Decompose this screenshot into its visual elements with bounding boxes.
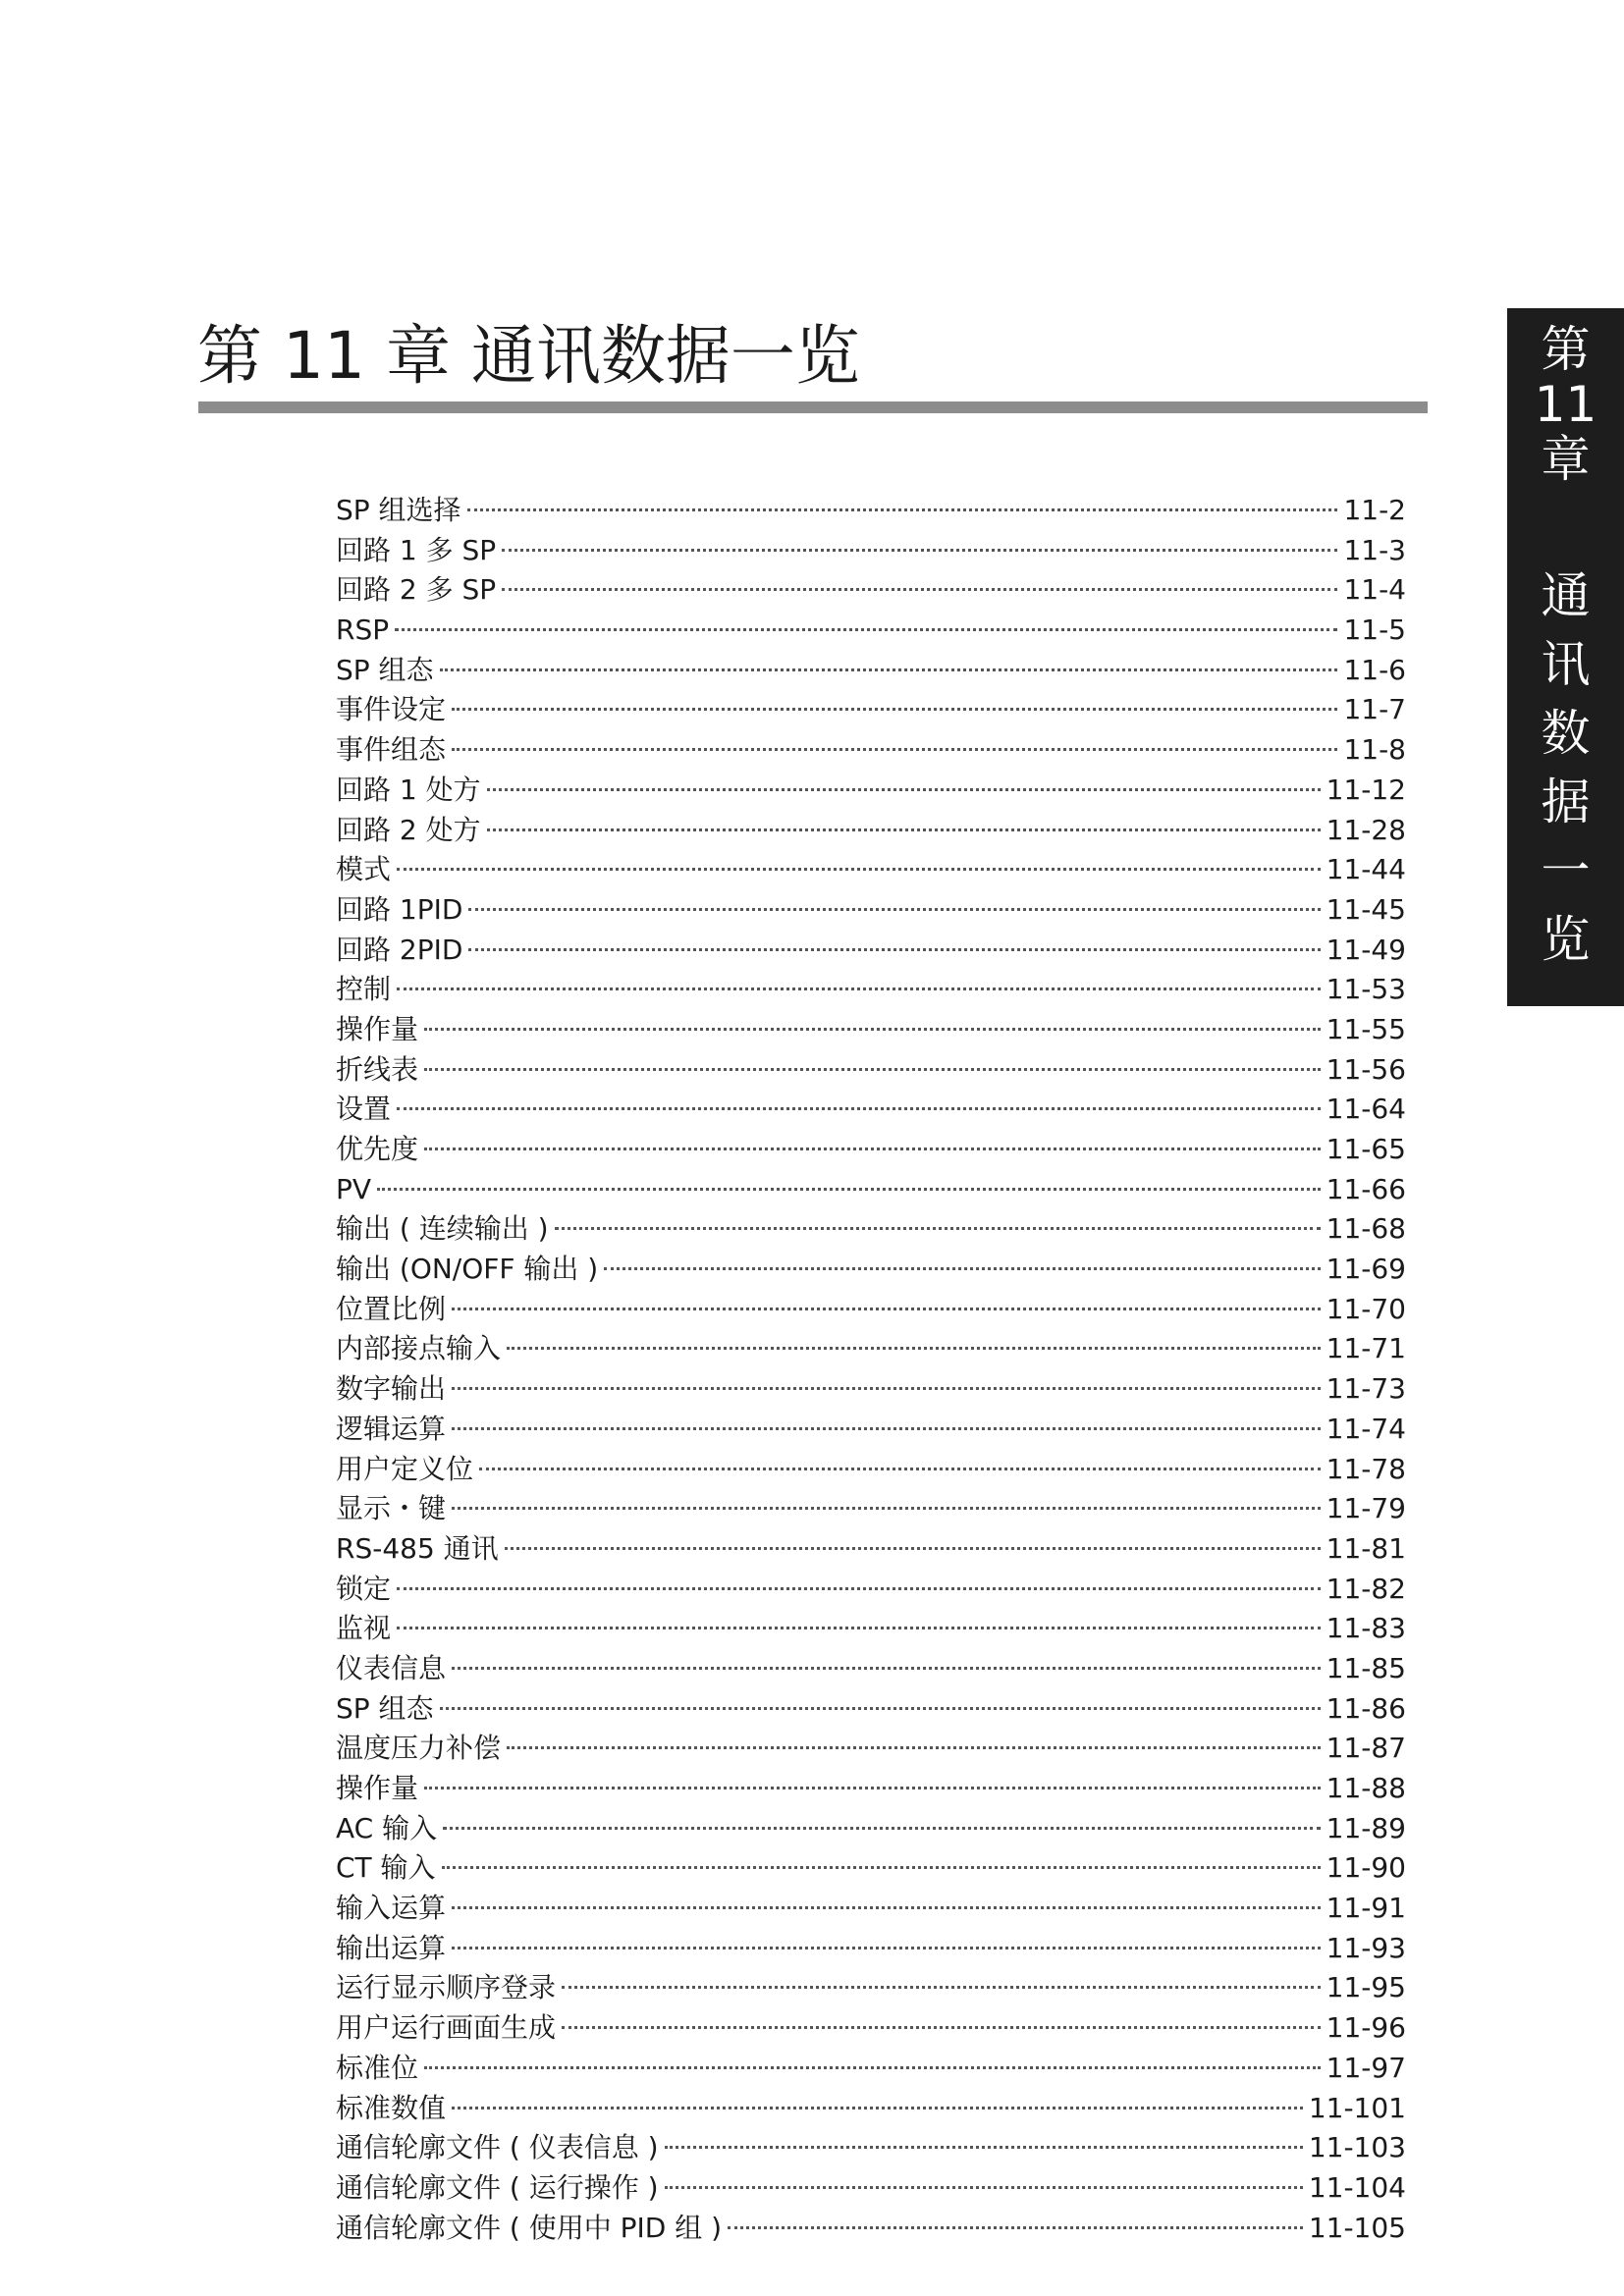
toc-entry-label: 操作量 bbox=[336, 1772, 419, 1804]
toc-dot-leader bbox=[487, 828, 1321, 831]
chapter-title: 第 11 章 通讯数据一览 bbox=[197, 318, 860, 394]
toc-entry-page-number: 11-103 bbox=[1308, 2131, 1406, 2164]
toc-entry-label: 通信轮廓文件 ( 运行操作 ) bbox=[336, 2170, 659, 2204]
side-tab-char: 第 bbox=[1541, 321, 1591, 378]
toc-entry-page-number: 11-68 bbox=[1326, 1212, 1406, 1246]
toc-entry[interactable] bbox=[336, 491, 1406, 531]
side-tab-chapter-number bbox=[1507, 322, 1624, 487]
toc-dot-leader bbox=[502, 549, 1337, 552]
toc-dot-leader bbox=[424, 1787, 1321, 1789]
toc-entry-label: AC 输入 bbox=[336, 1811, 438, 1844]
toc-entry-label: 事件组态 bbox=[336, 733, 447, 767]
toc-entry-page-number: 11-64 bbox=[1326, 1093, 1406, 1126]
side-tab-char: 览 bbox=[1541, 911, 1591, 968]
toc-entry[interactable] bbox=[336, 2168, 1406, 2209]
toc-dot-leader bbox=[479, 1468, 1321, 1470]
toc-entry-label: 输入运算 bbox=[336, 1892, 447, 1925]
toc-dot-leader bbox=[507, 1347, 1321, 1350]
toc-entry-label: 优先度 bbox=[336, 1133, 419, 1165]
side-tab-char: 章 bbox=[1541, 431, 1591, 488]
toc-entry-page-number: 11-56 bbox=[1326, 1052, 1406, 1086]
toc-entry-label: SP 组选择 bbox=[336, 494, 461, 526]
toc-entry[interactable] bbox=[336, 2089, 1406, 2129]
toc-entry-page-number: 11-97 bbox=[1326, 2051, 1406, 2084]
chapter-side-tab bbox=[1507, 308, 1624, 1006]
toc-entry-page-number: 11-91 bbox=[1326, 1892, 1406, 1925]
title-rule bbox=[198, 401, 1428, 413]
toc-entry[interactable] bbox=[336, 2049, 1406, 2089]
toc-entry-label: CT 输入 bbox=[336, 1851, 436, 1885]
toc-entry[interactable] bbox=[336, 1050, 1406, 1091]
toc-entry[interactable] bbox=[336, 1570, 1406, 1610]
toc-entry-page-number: 11-69 bbox=[1326, 1253, 1406, 1286]
toc-entry-page-number: 11-55 bbox=[1326, 1012, 1406, 1045]
table-of-contents bbox=[336, 491, 1406, 2248]
side-tab-char: 11 bbox=[1534, 376, 1597, 433]
toc-entry-page-number: 11-74 bbox=[1326, 1412, 1406, 1445]
toc-entry-label: 运行显示顺序登录 bbox=[336, 1971, 557, 2004]
toc-dot-leader bbox=[440, 1707, 1321, 1710]
toc-entry-label: 模式 bbox=[336, 853, 392, 886]
toc-entry-label: 锁定 bbox=[336, 1572, 392, 1605]
toc-entry[interactable] bbox=[336, 1609, 1406, 1649]
toc-dot-leader bbox=[452, 748, 1337, 751]
toc-entry-label: 折线表 bbox=[336, 1052, 419, 1086]
toc-entry[interactable] bbox=[336, 1329, 1406, 1369]
toc-entry[interactable] bbox=[336, 1369, 1406, 1410]
side-tab-chapter-name bbox=[1507, 561, 1624, 974]
toc-entry-page-number: 11-44 bbox=[1326, 853, 1406, 886]
toc-entry[interactable] bbox=[336, 1809, 1406, 1849]
toc-entry-label: PV bbox=[336, 1172, 372, 1205]
toc-entry-page-number: 11-105 bbox=[1308, 2211, 1406, 2244]
toc-entry-label: 位置比例 bbox=[336, 1292, 447, 1325]
toc-entry-page-number: 11-12 bbox=[1326, 773, 1406, 806]
toc-entry-label: 回路 2 处方 bbox=[336, 813, 481, 846]
toc-entry[interactable] bbox=[336, 1250, 1406, 1290]
toc-entry-label: SP 组态 bbox=[336, 653, 434, 686]
toc-entry-label: 温度压力补偿 bbox=[336, 1732, 502, 1765]
toc-entry-label: 回路 2PID bbox=[336, 933, 463, 966]
toc-entry-label: 仪表信息 bbox=[336, 1651, 447, 1684]
toc-entry[interactable] bbox=[336, 730, 1406, 771]
toc-entry[interactable] bbox=[336, 651, 1406, 691]
toc-entry-page-number: 11-81 bbox=[1326, 1531, 1406, 1565]
toc-dot-leader bbox=[665, 2186, 1303, 2189]
toc-entry-page-number: 11-101 bbox=[1308, 2091, 1406, 2124]
toc-dot-leader bbox=[468, 948, 1320, 951]
toc-entry-label: 回路 1 处方 bbox=[336, 773, 481, 806]
toc-entry-page-number: 11-5 bbox=[1343, 614, 1406, 647]
toc-dot-leader bbox=[377, 1188, 1321, 1191]
toc-dot-leader bbox=[397, 868, 1321, 871]
toc-entry[interactable] bbox=[336, 1889, 1406, 1929]
toc-entry[interactable] bbox=[336, 1729, 1406, 1769]
toc-entry-page-number: 11-28 bbox=[1326, 813, 1406, 846]
toc-entry-page-number: 11-6 bbox=[1343, 653, 1406, 686]
toc-entry[interactable] bbox=[336, 1290, 1406, 1330]
toc-entry[interactable] bbox=[336, 850, 1406, 890]
toc-entry[interactable] bbox=[336, 1489, 1406, 1529]
side-tab-char: 通 bbox=[1541, 567, 1591, 624]
toc-entry[interactable] bbox=[336, 1010, 1406, 1050]
toc-entry-label: SP 组态 bbox=[336, 1691, 434, 1725]
toc-entry-page-number: 11-7 bbox=[1343, 693, 1406, 726]
toc-entry-label: 用户运行画面生成 bbox=[336, 2011, 557, 2045]
toc-entry[interactable] bbox=[336, 890, 1406, 931]
toc-dot-leader bbox=[555, 1227, 1321, 1230]
toc-entry-page-number: 11-71 bbox=[1326, 1332, 1406, 1365]
toc-dot-leader bbox=[443, 1827, 1321, 1830]
toc-entry-page-number: 11-66 bbox=[1326, 1172, 1406, 1205]
toc-entry[interactable] bbox=[336, 570, 1406, 611]
toc-entry-page-number: 11-73 bbox=[1326, 1372, 1406, 1406]
toc-entry[interactable] bbox=[336, 1410, 1406, 1450]
toc-entry[interactable] bbox=[336, 811, 1406, 851]
toc-entry[interactable] bbox=[336, 2209, 1406, 2249]
toc-entry-page-number: 11-96 bbox=[1326, 2011, 1406, 2045]
toc-entry-label: 回路 1 多 SP bbox=[336, 533, 497, 566]
toc-entry-label: 回路 2 多 SP bbox=[336, 573, 497, 607]
toc-dot-leader bbox=[728, 2226, 1303, 2229]
toc-entry-label: 标准位 bbox=[336, 2051, 419, 2084]
toc-entry[interactable] bbox=[336, 771, 1406, 811]
toc-dot-leader bbox=[424, 1148, 1321, 1150]
toc-dot-leader bbox=[397, 1627, 1321, 1629]
toc-entry-label: 用户定义位 bbox=[336, 1452, 474, 1485]
toc-entry[interactable] bbox=[336, 1209, 1406, 1250]
toc-dot-leader bbox=[395, 628, 1337, 631]
toc-dot-leader bbox=[452, 708, 1337, 711]
toc-dot-leader bbox=[424, 1068, 1321, 1071]
toc-entry[interactable] bbox=[336, 1130, 1406, 1170]
toc-entry-label: 内部接点输入 bbox=[336, 1332, 502, 1365]
toc-entry-page-number: 11-90 bbox=[1326, 1851, 1406, 1885]
toc-entry-label: 回路 1PID bbox=[336, 892, 463, 926]
toc-entry[interactable] bbox=[336, 690, 1406, 730]
toc-entry-page-number: 11-95 bbox=[1326, 1971, 1406, 2004]
side-tab-char: 据 bbox=[1541, 774, 1591, 830]
toc-entry[interactable] bbox=[336, 1689, 1406, 1730]
toc-dot-leader bbox=[467, 508, 1338, 511]
toc-entry-label: 控制 bbox=[336, 973, 392, 1006]
toc-dot-leader bbox=[442, 1866, 1321, 1869]
toc-dot-leader bbox=[604, 1267, 1320, 1270]
toc-entry-label: 通信轮廓文件 ( 仪表信息 ) bbox=[336, 2131, 659, 2164]
toc-entry[interactable] bbox=[336, 931, 1406, 971]
toc-dot-leader bbox=[397, 1587, 1321, 1590]
toc-dot-leader bbox=[487, 788, 1321, 791]
toc-entry[interactable] bbox=[336, 1848, 1406, 1889]
toc-entry-page-number: 11-88 bbox=[1326, 1772, 1406, 1804]
toc-entry[interactable] bbox=[336, 1170, 1406, 1210]
toc-entry-page-number: 11-45 bbox=[1326, 892, 1406, 926]
side-tab-char: 数 bbox=[1541, 705, 1591, 762]
toc-entry-page-number: 11-49 bbox=[1326, 933, 1406, 966]
toc-dot-leader bbox=[424, 2066, 1321, 2069]
toc-entry-label: 通信轮廓文件 ( 使用中 PID 组 ) bbox=[336, 2211, 723, 2244]
toc-dot-leader bbox=[440, 668, 1338, 671]
toc-entry-page-number: 11-78 bbox=[1326, 1452, 1406, 1485]
toc-entry-label: 设置 bbox=[336, 1093, 392, 1126]
side-tab-char: 一 bbox=[1541, 842, 1591, 899]
toc-entry-label: 输出 (ON/OFF 输出 ) bbox=[336, 1253, 599, 1286]
toc-entry-page-number: 11-85 bbox=[1326, 1651, 1406, 1684]
toc-entry-page-number: 11-83 bbox=[1326, 1612, 1406, 1645]
toc-entry-label: 操作量 bbox=[336, 1012, 419, 1045]
toc-dot-leader bbox=[424, 1028, 1321, 1031]
toc-dot-leader bbox=[505, 1547, 1321, 1550]
toc-entry-page-number: 11-104 bbox=[1308, 2170, 1406, 2204]
toc-entry[interactable] bbox=[336, 1649, 1406, 1689]
toc-entry-label: RS-485 通讯 bbox=[336, 1531, 499, 1565]
toc-entry[interactable] bbox=[336, 1769, 1406, 1809]
toc-entry-label: 显示・键 bbox=[336, 1492, 447, 1525]
toc-dot-leader bbox=[502, 588, 1337, 591]
toc-dot-leader bbox=[397, 988, 1321, 990]
toc-entry-label: 标准数值 bbox=[336, 2091, 447, 2124]
toc-entry-page-number: 11-89 bbox=[1326, 1811, 1406, 1844]
toc-entry-page-number: 11-3 bbox=[1343, 533, 1406, 566]
toc-entry[interactable] bbox=[336, 531, 1406, 571]
toc-entry-page-number: 11-70 bbox=[1326, 1292, 1406, 1325]
toc-dot-leader bbox=[562, 2026, 1321, 2029]
toc-dot-leader bbox=[452, 1667, 1321, 1670]
toc-entry-page-number: 11-93 bbox=[1326, 1931, 1406, 1964]
toc-entry[interactable] bbox=[336, 970, 1406, 1010]
toc-entry[interactable] bbox=[336, 2008, 1406, 2049]
toc-dot-leader bbox=[562, 1986, 1321, 1989]
toc-dot-leader bbox=[452, 1947, 1321, 1949]
toc-entry-page-number: 11-2 bbox=[1343, 494, 1406, 526]
toc-entry[interactable] bbox=[336, 2128, 1406, 2168]
toc-dot-leader bbox=[452, 1427, 1321, 1430]
toc-entry-page-number: 11-65 bbox=[1326, 1133, 1406, 1165]
toc-entry-page-number: 11-8 bbox=[1343, 733, 1406, 767]
toc-entry-page-number: 11-86 bbox=[1326, 1691, 1406, 1725]
toc-entry[interactable] bbox=[336, 1929, 1406, 1969]
toc-entry-page-number: 11-82 bbox=[1326, 1572, 1406, 1605]
toc-dot-leader bbox=[452, 1387, 1321, 1390]
toc-entry-label: 监视 bbox=[336, 1612, 392, 1645]
toc-dot-leader bbox=[452, 1906, 1321, 1909]
toc-dot-leader bbox=[468, 908, 1320, 911]
toc-entry-page-number: 11-79 bbox=[1326, 1492, 1406, 1525]
toc-entry-page-number: 11-87 bbox=[1326, 1732, 1406, 1765]
toc-dot-leader bbox=[452, 1308, 1321, 1310]
toc-dot-leader bbox=[452, 1507, 1321, 1510]
toc-entry-label: 数字输出 bbox=[336, 1372, 447, 1406]
toc-entry[interactable] bbox=[336, 1529, 1406, 1570]
toc-dot-leader bbox=[452, 2107, 1303, 2109]
toc-entry[interactable] bbox=[336, 1090, 1406, 1130]
toc-entry-label: RSP bbox=[336, 614, 390, 647]
toc-entry-label: 事件设定 bbox=[336, 693, 447, 726]
toc-entry-label: 逻辑运算 bbox=[336, 1412, 447, 1445]
side-tab-char: 讯 bbox=[1541, 636, 1591, 693]
toc-entry[interactable] bbox=[336, 611, 1406, 651]
toc-entry[interactable] bbox=[336, 1968, 1406, 2008]
toc-entry-page-number: 11-53 bbox=[1326, 973, 1406, 1006]
toc-entry-label: 输出 ( 连续输出 ) bbox=[336, 1212, 549, 1246]
toc-entry-page-number: 11-4 bbox=[1343, 573, 1406, 607]
toc-dot-leader bbox=[397, 1107, 1321, 1110]
toc-entry[interactable] bbox=[336, 1450, 1406, 1490]
toc-entry-label: 输出运算 bbox=[336, 1931, 447, 1964]
toc-dot-leader bbox=[665, 2146, 1303, 2149]
toc-dot-leader bbox=[507, 1746, 1321, 1749]
